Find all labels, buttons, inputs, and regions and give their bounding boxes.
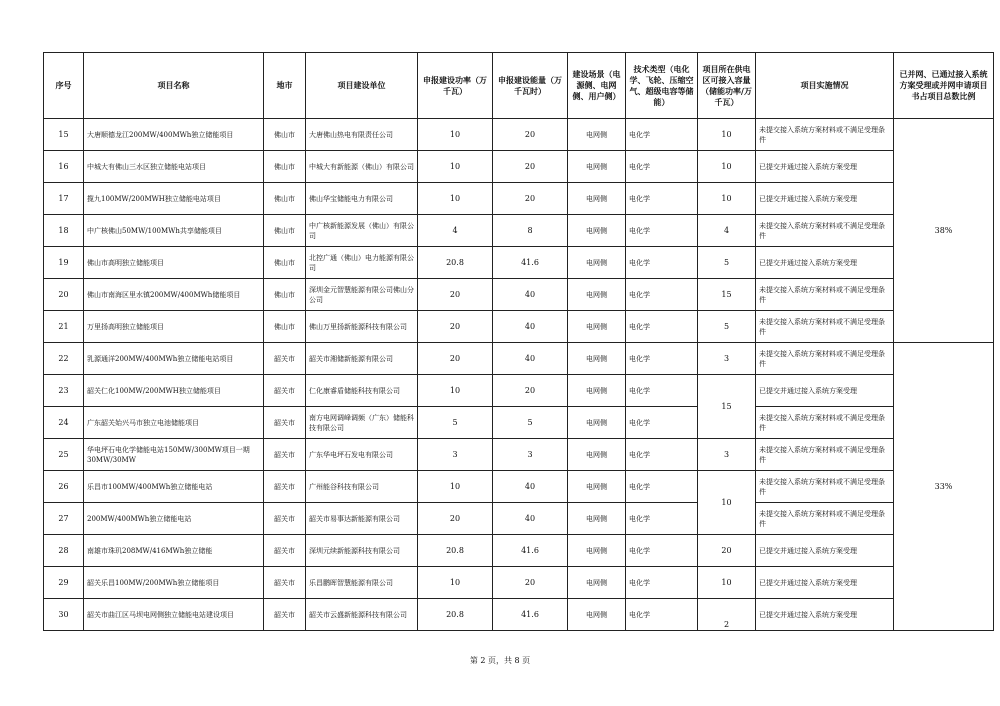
cell-tech: 电化学 xyxy=(626,471,698,503)
cell-tech: 电化学 xyxy=(626,599,698,631)
cell-unit: 大唐佛山热电有限责任公司 xyxy=(306,119,418,151)
cell-scene: 电网侧 xyxy=(568,215,626,247)
cell-city: 佛山市 xyxy=(264,151,306,183)
cell-power: 20.8 xyxy=(418,535,493,567)
cell-name: 韶关仁化100MW/200MWH独立储能项目 xyxy=(84,375,264,407)
cell-status: 未提交接入系统方案材料或不满足受理条件 xyxy=(756,439,894,471)
cell-capacity: 3 xyxy=(698,343,756,375)
cell-status: 已提交并通过接入系统方案受理 xyxy=(756,247,894,279)
cell-city: 韶关市 xyxy=(264,439,306,471)
header-power: 申报建设功率（万千瓦） xyxy=(418,53,493,119)
cell-energy: 41.6 xyxy=(493,247,568,279)
cell-capacity: 5 xyxy=(698,247,756,279)
cell-scene: 电网侧 xyxy=(568,375,626,407)
header-status: 项目实施情况 xyxy=(756,53,894,119)
cell-name: 揽九100MW/200MWH独立储能电站项目 xyxy=(84,183,264,215)
table-row xyxy=(44,247,994,279)
cell-unit: 北控广通（佛山）电力能源有限公司 xyxy=(306,247,418,279)
cell-status: 未提交接入系统方案材料或不满足受理条件 xyxy=(756,311,894,343)
cell-city: 韶关市 xyxy=(264,407,306,439)
cell-no: 26 xyxy=(44,471,84,503)
cell-status: 未提交接入系统方案材料或不满足受理条件 xyxy=(756,343,894,375)
cell-unit: 乐昌鹏晖智慧能源有限公司 xyxy=(306,567,418,599)
cell-power: 10 xyxy=(418,183,493,215)
cell-no: 16 xyxy=(44,151,84,183)
cell-no: 24 xyxy=(44,407,84,439)
cell-energy: 20 xyxy=(493,151,568,183)
cell-tech: 电化学 xyxy=(626,247,698,279)
cell-unit: 广州能谷科技有限公司 xyxy=(306,471,418,503)
cell-unit: 佛山万里扬新能源科技有限公司 xyxy=(306,311,418,343)
cell-scene: 电网侧 xyxy=(568,119,626,151)
cell-energy: 20 xyxy=(493,567,568,599)
cell-city: 佛山市 xyxy=(264,279,306,311)
header-no: 序号 xyxy=(44,53,84,119)
cell-power: 10 xyxy=(418,119,493,151)
data-sheet xyxy=(43,52,993,631)
header-row xyxy=(44,53,994,119)
cell-name: 广东韶关始兴马市独立电池储能项目 xyxy=(84,407,264,439)
cell-status: 已提交并通过接入系统方案受理 xyxy=(756,151,894,183)
cell-name: 佛山市南海区里水镇200MW/400MWh储能项目 xyxy=(84,279,264,311)
cell-city: 佛山市 xyxy=(264,311,306,343)
cell-city: 佛山市 xyxy=(264,119,306,151)
cell-unit: 广东华电坪石发电有限公司 xyxy=(306,439,418,471)
cell-scene: 电网侧 xyxy=(568,279,626,311)
cell-energy: 5 xyxy=(493,407,568,439)
cell-unit: 深圳金元智慧能源有限公司佛山分公司 xyxy=(306,279,418,311)
cell-city: 韶关市 xyxy=(264,535,306,567)
cell-energy: 40 xyxy=(493,343,568,375)
cell-tech: 电化学 xyxy=(626,407,698,439)
cell-ratio-foshan: 38% xyxy=(894,119,994,343)
cell-power: 10 xyxy=(418,567,493,599)
cell-capacity: 4 xyxy=(698,215,756,247)
cell-scene: 电网侧 xyxy=(568,599,626,631)
cell-status: 已提交并通过接入系统方案受理 xyxy=(756,599,894,631)
table-row xyxy=(44,599,994,631)
cell-no: 21 xyxy=(44,311,84,343)
cell-unit: 韶关市易事达新能源有限公司 xyxy=(306,503,418,535)
cell-city: 韶关市 xyxy=(264,375,306,407)
table-row xyxy=(44,375,994,407)
cell-no: 17 xyxy=(44,183,84,215)
cell-no: 25 xyxy=(44,439,84,471)
header-capacity: 项目所在供电区可接入容量（储能功率/万千瓦） xyxy=(698,53,756,119)
cell-energy: 20 xyxy=(493,375,568,407)
cell-tech: 电化学 xyxy=(626,343,698,375)
cell-ratio-shaoguan: 33% xyxy=(894,343,994,631)
cell-name: 中城大有佛山三水区独立储能电站项目 xyxy=(84,151,264,183)
table-row xyxy=(44,183,994,215)
cell-scene: 电网侧 xyxy=(568,471,626,503)
cell-name: 韶关市曲江区马坝电网侧独立储能电站建设项目 xyxy=(84,599,264,631)
cell-capacity: 10 xyxy=(698,183,756,215)
cell-city: 韶关市 xyxy=(264,343,306,375)
cell-power: 20 xyxy=(418,311,493,343)
cell-status: 未提交接入系统方案材料或不满足受理条件 xyxy=(756,503,894,535)
table-row xyxy=(44,407,994,439)
cell-scene: 电网侧 xyxy=(568,439,626,471)
table-row xyxy=(44,119,994,151)
cell-scene: 电网侧 xyxy=(568,311,626,343)
cell-power: 10 xyxy=(418,375,493,407)
cell-tech: 电化学 xyxy=(626,503,698,535)
cell-energy: 20 xyxy=(493,183,568,215)
header-unit: 项目建设单位 xyxy=(306,53,418,119)
cell-power: 20 xyxy=(418,503,493,535)
cell-unit: 中城大有新能源（佛山）有限公司 xyxy=(306,151,418,183)
cell-status: 未提交接入系统方案材料或不满足受理条件 xyxy=(756,471,894,503)
cell-energy: 3 xyxy=(493,439,568,471)
table-row xyxy=(44,503,994,535)
cell-no: 19 xyxy=(44,247,84,279)
cell-unit: 韶关市云盛新能源科技有限公司 xyxy=(306,599,418,631)
table-row xyxy=(44,311,994,343)
table-row xyxy=(44,439,994,471)
cell-tech: 电化学 xyxy=(626,375,698,407)
cell-name: 大唐顺德龙江200MW/400MWh独立储能项目 xyxy=(84,119,264,151)
cell-unit: 南方电网调峰调频（广东）储能科技有限公司 xyxy=(306,407,418,439)
cell-unit: 仁化康睿盾储能科技有限公司 xyxy=(306,375,418,407)
cell-power: 20.8 xyxy=(418,599,493,631)
cell-power: 20 xyxy=(418,343,493,375)
cell-capacity: 10 xyxy=(698,119,756,151)
cell-power: 10 xyxy=(418,151,493,183)
cell-city: 佛山市 xyxy=(264,247,306,279)
cell-energy: 40 xyxy=(493,279,568,311)
cell-capacity-merged: 15 xyxy=(698,375,756,439)
cell-name: 万里扬高明独立储能项目 xyxy=(84,311,264,343)
cell-scene: 电网侧 xyxy=(568,151,626,183)
header-energy: 申报建设能量（万千瓦时） xyxy=(493,53,568,119)
cell-capacity: 5 xyxy=(698,311,756,343)
cell-city: 韶关市 xyxy=(264,599,306,631)
cell-scene: 电网侧 xyxy=(568,343,626,375)
cell-city: 佛山市 xyxy=(264,183,306,215)
table-row xyxy=(44,343,994,375)
cell-power: 10 xyxy=(418,471,493,503)
cell-status: 未提交接入系统方案材料或不满足受理条件 xyxy=(756,407,894,439)
cell-scene: 电网侧 xyxy=(568,247,626,279)
cell-tech: 电化学 xyxy=(626,535,698,567)
cell-no: 27 xyxy=(44,503,84,535)
cell-name: 华电坪石电化学储能电站150MW/300MW项目一期30MW/30MW xyxy=(84,439,264,471)
cell-energy: 40 xyxy=(493,471,568,503)
cell-tech: 电化学 xyxy=(626,119,698,151)
cell-energy: 40 xyxy=(493,311,568,343)
cell-city: 韶关市 xyxy=(264,503,306,535)
cell-scene: 电网侧 xyxy=(568,407,626,439)
cell-capacity: 15 xyxy=(698,279,756,311)
header-name: 项目名称 xyxy=(84,53,264,119)
cell-tech: 电化学 xyxy=(626,567,698,599)
cell-no: 18 xyxy=(44,215,84,247)
cell-no: 20 xyxy=(44,279,84,311)
cell-tech: 电化学 xyxy=(626,151,698,183)
table-row xyxy=(44,535,994,567)
cell-status: 已提交并通过接入系统方案受理 xyxy=(756,567,894,599)
cell-no: 29 xyxy=(44,567,84,599)
cell-scene: 电网侧 xyxy=(568,183,626,215)
page-footer: 第 2 页，共 8 页 xyxy=(469,656,531,665)
energy-storage-project-table xyxy=(43,52,994,631)
cell-name: 200MW/400MWh独立储能电站 xyxy=(84,503,264,535)
cell-power: 3 xyxy=(418,439,493,471)
cell-unit: 韶关市湘储新能源有限公司 xyxy=(306,343,418,375)
cell-city: 韶关市 xyxy=(264,471,306,503)
cell-city: 佛山市 xyxy=(264,215,306,247)
cell-capacity: 10 xyxy=(698,151,756,183)
header-tech: 技术类型（电化学、飞轮、压缩空气、超级电容等储能） xyxy=(626,53,698,119)
cell-power: 20.8 xyxy=(418,247,493,279)
cell-scene: 电网侧 xyxy=(568,535,626,567)
cell-energy: 8 xyxy=(493,215,568,247)
cell-capacity-truncated: 2 xyxy=(698,599,756,631)
cell-status: 未提交接入系统方案材料或不满足受理条件 xyxy=(756,279,894,311)
header-ratio: 已并网、已通过接入系统方案受理或并网申请项目书占项目总数比例 xyxy=(894,53,994,119)
header-scene: 建设场景（电源侧、电网侧、用户侧） xyxy=(568,53,626,119)
cell-name: 南雄市珠玑208MW/416MWh独立储能 xyxy=(84,535,264,567)
cell-capacity: 20 xyxy=(698,535,756,567)
cell-power: 20 xyxy=(418,279,493,311)
cell-capacity: 10 xyxy=(698,567,756,599)
cell-status: 未提交接入系统方案材料或不满足受理条件 xyxy=(756,119,894,151)
cell-tech: 电化学 xyxy=(626,311,698,343)
cell-tech: 电化学 xyxy=(626,439,698,471)
cell-no: 23 xyxy=(44,375,84,407)
cell-name: 中广核佛山50MW/100MWh共享储能项目 xyxy=(84,215,264,247)
cell-name: 乐昌市100MW/400MWh独立储能电站 xyxy=(84,471,264,503)
table-row xyxy=(44,151,994,183)
cell-tech: 电化学 xyxy=(626,279,698,311)
cell-tech: 电化学 xyxy=(626,183,698,215)
header-city: 地市 xyxy=(264,53,306,119)
cell-no: 15 xyxy=(44,119,84,151)
cell-status: 已提交并通过接入系统方案受理 xyxy=(756,183,894,215)
table-row xyxy=(44,567,994,599)
cell-status: 已提交并通过接入系统方案受理 xyxy=(756,535,894,567)
cell-energy: 20 xyxy=(493,119,568,151)
cell-unit: 中广核新能源发展（佛山）有限公司 xyxy=(306,215,418,247)
cell-name: 乳源通洋200MW/400MWh独立储能电站项目 xyxy=(84,343,264,375)
cell-capacity-merged: 10 xyxy=(698,471,756,535)
cell-energy: 40 xyxy=(493,503,568,535)
table-row xyxy=(44,471,994,503)
cell-energy: 41.6 xyxy=(493,599,568,631)
cell-scene: 电网侧 xyxy=(568,567,626,599)
cell-status: 未提交接入系统方案材料或不满足受理条件 xyxy=(756,215,894,247)
table-row xyxy=(44,279,994,311)
cell-power: 4 xyxy=(418,215,493,247)
cell-name: 韶关乐昌100MW/200MWh独立储能项目 xyxy=(84,567,264,599)
cell-unit: 深圳元续新能源科技有限公司 xyxy=(306,535,418,567)
cell-tech: 电化学 xyxy=(626,215,698,247)
table-row xyxy=(44,215,994,247)
cell-energy: 41.6 xyxy=(493,535,568,567)
cell-power: 5 xyxy=(418,407,493,439)
cell-unit: 佛山华宝储能电力有限公司 xyxy=(306,183,418,215)
cell-no: 30 xyxy=(44,599,84,631)
cell-city: 韶关市 xyxy=(264,567,306,599)
cell-scene: 电网侧 xyxy=(568,503,626,535)
cell-name: 佛山市高明独立储能项目 xyxy=(84,247,264,279)
cell-capacity: 3 xyxy=(698,439,756,471)
cell-no: 28 xyxy=(44,535,84,567)
cell-status: 已提交并通过接入系统方案受理 xyxy=(756,375,894,407)
cell-no: 22 xyxy=(44,343,84,375)
